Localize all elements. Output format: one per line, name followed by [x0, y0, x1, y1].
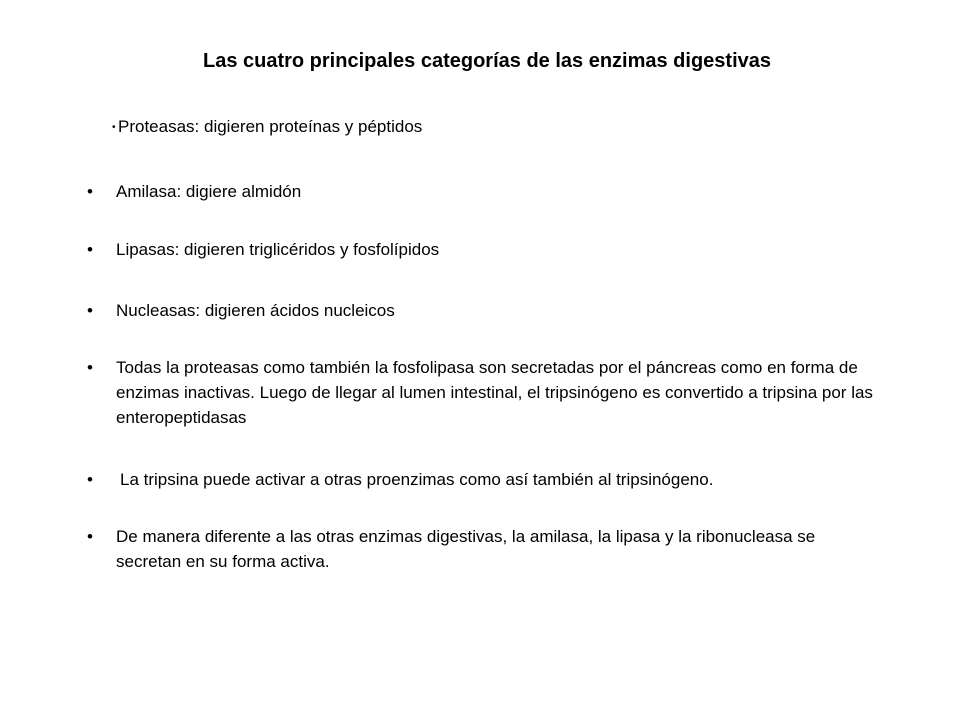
bullet-icon: • — [87, 527, 93, 546]
bullet-text: De manera diferente a las otras enzimas digestivas, la amilasa, la lipasa y la ribonucleasa se secretan en su forma activa. — [116, 527, 820, 571]
bullet-icon: • — [112, 122, 116, 133]
slide-title: Las cuatro principales categorías de las enzimas digestivas — [202, 50, 772, 72]
bullet-text: La tripsina puede activar a otras proenzimas como así también al tripsinógeno. — [120, 470, 714, 489]
bullet-icon: • — [87, 301, 93, 320]
bullet-text: Amilasa: digiere almidón — [116, 182, 302, 201]
bullet-icon: • — [87, 240, 93, 259]
bullet-icon: • — [87, 470, 93, 489]
bullet-text: Todas la proteasas como también la fosfolipasa son secretadas por el páncreas como en forma de enzimas inactivas. Luego de llegar al lumen intestinal, el tripsinógeno es convertido a tripsina por las enteropeptidasas — [116, 358, 878, 427]
bullet-icon: • — [87, 358, 93, 377]
bullet-text: Nucleasas: digieren ácidos nucleicos — [116, 301, 395, 320]
bullet-text: Lipasas: digieren triglicéridos y fosfolípidos — [116, 240, 440, 259]
bullet-icon: • — [87, 182, 93, 201]
bullet-text: Proteasas: digieren proteínas y péptidos — [118, 117, 423, 136]
